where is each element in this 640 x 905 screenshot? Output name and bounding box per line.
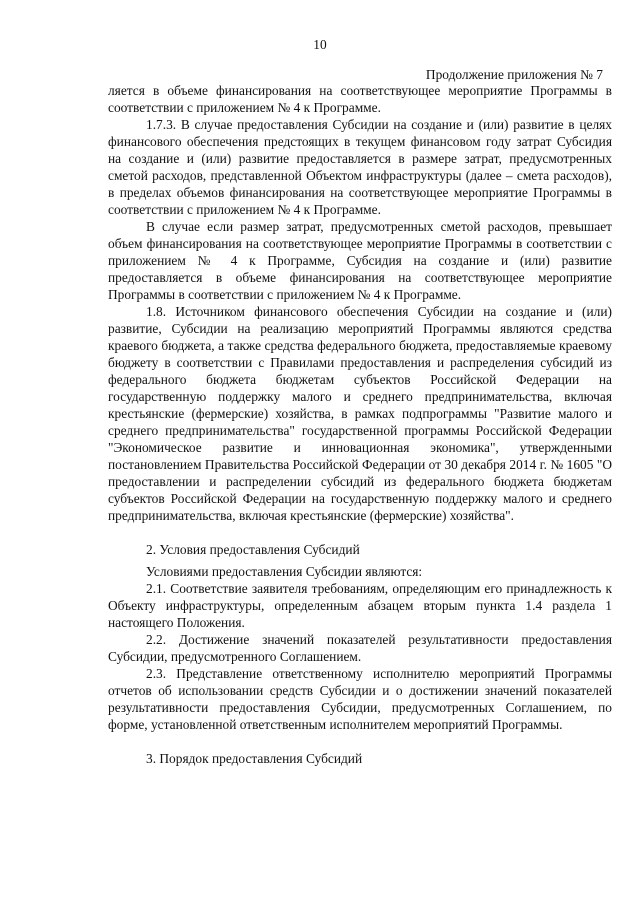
paragraph-continuation: ляется в объеме финансирования на соответствующее мероприятие Программы в соответствии с приложением № 4 к Программе. xyxy=(108,83,612,115)
paragraph-2-1: 2.1. Соответствие заявителя требованиям, определяющим его принадлежность к Объекту инфраструктуры, определенным абзацем вторым пункта 1.4 раздела 1 настоящего Положения. xyxy=(108,581,612,630)
paragraph-2-3: 2.3. Представление ответственному исполнителю мероприятий Программы отчетов об использовании средств Субсидии и о достижении значений показателей результативности предоставления Субсидии, предусмотренных Соглашением, по форме, установленной ответственным исполнителем мероприятий Программы. xyxy=(108,666,612,732)
page-number: 10 xyxy=(313,37,327,52)
section-2-heading: 2. Условия предоставления Субсидий xyxy=(146,542,360,557)
document-body xyxy=(108,82,612,767)
paragraph-excess-costs: В случае если размер затрат, предусмотренных сметой расходов, превышает объем финансирования на соответствующее мероприятие Программы в соответствии с приложением № 4 к Программе, Субсидия на создание и (или) развитие предоставляется в объеме финансирования на соответствующее мероприятие Программы в соответствии с приложением № 4 к Программе. xyxy=(108,219,612,302)
paragraph-conditions-intro: Условиями предоставления Субсидии являются: xyxy=(146,564,423,579)
paragraph-1-7-3: 1.7.3. В случае предоставления Субсидии на создание и (или) развитие в целях финансового обеспечения предстоящих в текущем финансовом году затрат Субсидия на создание и (или) развитие предоставляется в размере затрат, предусмотренных сметой расходов, представленной Объектом инфраструктуры (далее – смета расходов), в пределах объемов финансирования на соответствующее мероприятие Программы в соответствии с приложением № 4 к Программе. xyxy=(108,117,612,217)
paragraph-1-8: 1.8. Источником финансового обеспечения Субсидии на создание и (или) развитие, Субсидии на реализацию мероприятий Программы являются средства краевого бюджета, а также средства федерального бюджета, предоставляемые краевому бюджету в соответствии с Правилами предоставления и распределения субсидий из федерального бюджета бюджетам субъектов Российской Федерации на государственную поддержку малого и среднего предпринимательства, включая крестьянские (фермерские) хозяйства, в рамках подпрограммы "Развитие малого и среднего предпринимательства" государственной программы Российской Федерации "Экономическое развитие и инновационная экономика", утвержденными постановлением Правительства Российской Федерации от 30 декабря 2014 г. № 1605 "О предоставлении и распределении субсидий из федерального бюджета бюджетам субъектов Российской Федерации на государственную поддержку малого и среднего предпринимательства, включая крестьянские (фермерские) хозяйства". xyxy=(108,304,612,523)
paragraph-2-2: 2.2. Достижение значений показателей результативности предоставления Субсидии, предусмотренного Соглашением. xyxy=(108,632,612,664)
appendix-label: Продолжение приложения № 7 xyxy=(425,67,603,82)
section-3-heading: 3. Порядок предоставления Субсидий xyxy=(146,751,363,766)
